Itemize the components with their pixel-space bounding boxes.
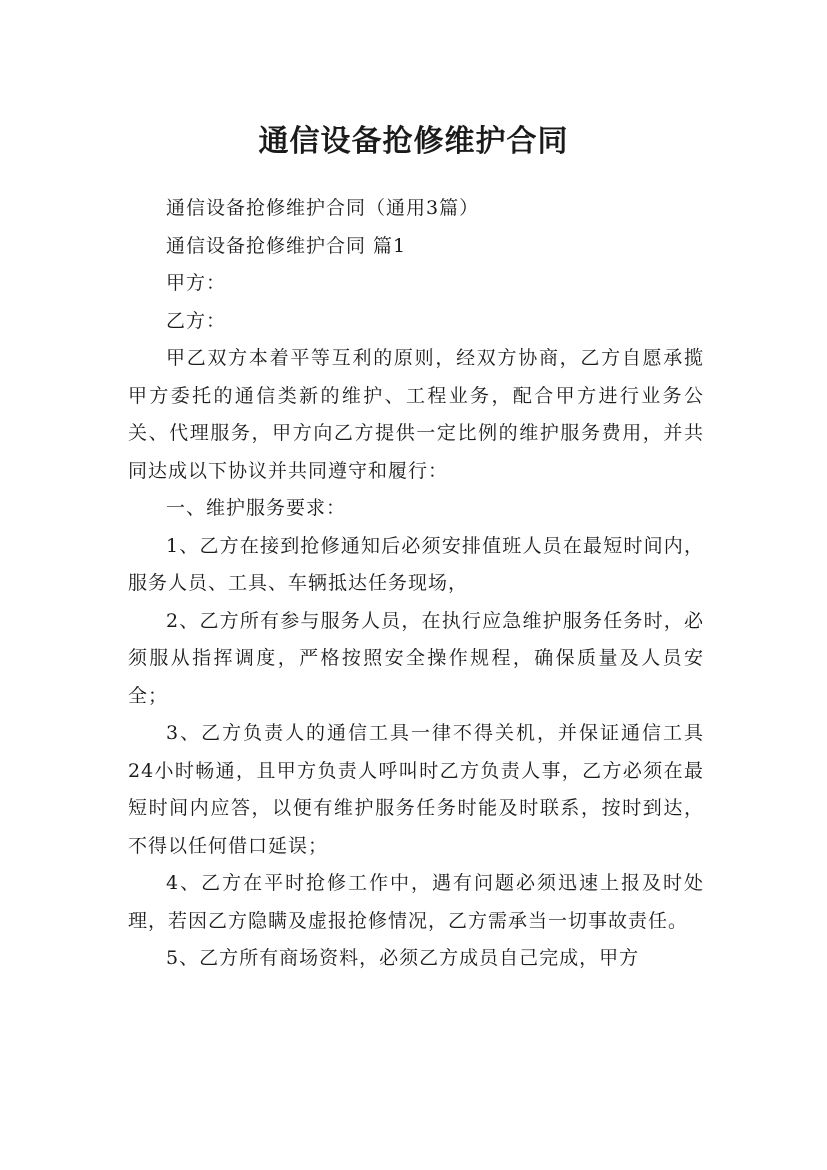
paragraph-clause-2: 2、乙方所有参与服务人员，在执行应急维护服务任务时，必须服从指挥调度，严格按照安全操作规程，确保质量及人员安全；: [128, 609, 704, 707]
document-title: 通信设备抢修维护合同: [258, 124, 569, 160]
paragraph-clause-5: 5、乙方所有商场资料，必须乙方成员自己完成，甲方: [166, 947, 640, 969]
document-body: [128, 190, 704, 978]
paragraph-preamble: 甲乙双方本着平等互利的原则，经双方协商，乙方自愿承揽甲方委托的通信类新的维护、工程业务，配合甲方进行业务公关、代理服务，甲方向乙方提供一定比例的维护服务费用，并共同达成以下协议并共同遵守和履行：: [128, 347, 704, 482]
paragraph-clause-3: 3、乙方负责人的通信工具一律不得关机，并保证通信工具24小时畅通，且甲方负责人呼叫时乙方负责人事，乙方必须在最短时间内应答，以便有维护服务任务时能及时联系，按时到达，不得以任何借口延误；: [128, 722, 704, 857]
paragraph-clause-4: 4、乙方在平时抢修工作中，遇有问题必须迅速上报及时处理，若因乙方隐瞒及虚报抢修情况，乙方需承当一切事故责任。: [128, 872, 704, 932]
paragraph-clause-1: 1、乙方在接到抢修通知后必须安排值班人员在最短时间内，服务人员、工具、车辆抵达任务现场，: [128, 534, 704, 594]
paragraph-party-b: 乙方：: [166, 309, 227, 332]
paragraph-clause-heading: 一、维护服务要求：: [166, 497, 347, 519]
paragraph-section-heading: 通信设备抢修维护合同 篇1: [166, 234, 407, 257]
paragraph-party-a: 甲方：: [166, 272, 227, 294]
paragraph-subtitle: 通信设备抢修维护合同（通用3篇）: [166, 197, 480, 219]
